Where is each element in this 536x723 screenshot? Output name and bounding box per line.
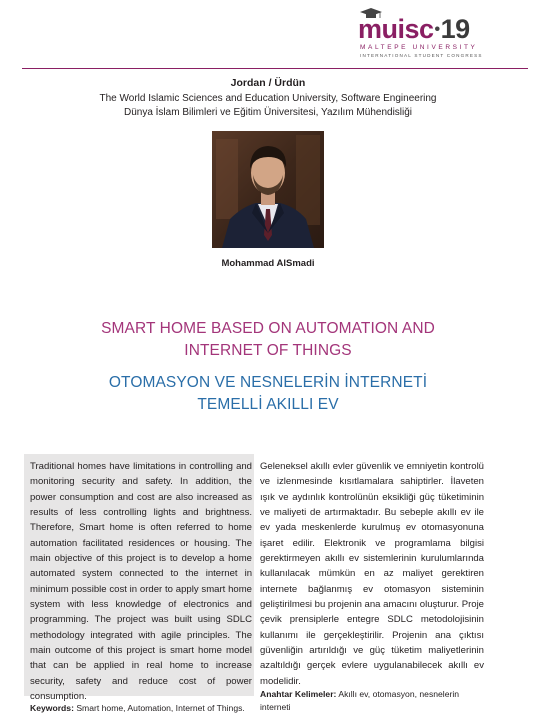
- author-photo: [212, 131, 324, 248]
- logo-brand: muisc: [358, 14, 434, 44]
- logo-dot: •: [434, 21, 440, 38]
- author-country: Jordan / Ürdün: [230, 77, 306, 89]
- keywords-tr-label: Anahtar Kelimeler:: [260, 689, 337, 699]
- logo-subtitle: MALTEPE UNIVERSITY: [360, 44, 478, 51]
- abstract-turkish: Geleneksel akıllı evler güvenlik ve emniyetin kontrolü ve izlenmesinde kısıtlamalara sahiptirler. İlaveten ışık ve aydınlık kontrolünün eksikliği güç tüketiminin ve maliyeti de artırmaktadır. Bu sebeple akıllı ev ile ev yada meskenlerde kurulmuş ev otomasyonuna işaret edilir. Elektronik ve programlama bilgisi gerektirmeyen akıllı ev sistemlerinin kurulumlarında kullanılacak mümkün en az maliyet gerektiren internete bağlanmış ev otomasyon sisteminin geliştirilmesi bu projenin ana amacını oluşturur. Proje çevik prensiplerle entegre SDLC metodolojisinin kullanımı ile gerçekleştirilir. Projenin ana çıktısı güvenliğin artırıldığı ve güç tüketim maliyetlerinin azaltıldığı gerçek evlere uygulanabilecek akıllı ev modelidir.: [260, 461, 484, 687]
- author-institution-tr: Dünya İslam Bilimleri ve Eğitim Üniversitesi, Yazılım Mühendisliği: [123, 107, 413, 118]
- title-en-line-1: SMART HOME BASED ON AUTOMATION AND: [101, 320, 435, 337]
- logo-number: 19: [440, 14, 470, 44]
- keywords-en-label: Keywords:: [30, 703, 74, 713]
- header-divider: [22, 68, 528, 69]
- keywords-en-list: Smart home, Automation, Internet of Things.: [76, 703, 245, 713]
- congress-logo: [356, 8, 528, 62]
- title-english: [0, 318, 536, 362]
- abstract-english: Traditional homes have limitations in controlling and monitoring security and safety. In addition, the power consumption and cost are also increased as results of less controlling lights and brightness. Therefore, Smart home is often referred to home automation facilitated residences or housing. The main objective of this project is to develop a home automated system connected to the internet in minimum possible cost in order to apply smart home system with less knowledge of electronics and programming. The project was built using SDLC methodology integrated with agile principles. The main outcome of this project is smart home model that can be applied in real home to increase security, safety and reduce cost of power consumption.: [30, 461, 252, 703]
- author-name: Mohammad AlSmadi: [221, 258, 315, 269]
- logo-subtitle-congress: INTERNATIONAL STUDENT CONGRESS: [360, 53, 483, 58]
- keywords-tr-list: Akıllı ev, otomasyon, nesnelerin interneti: [260, 689, 460, 712]
- keywords-english: [30, 703, 270, 713]
- keywords-turkish: [260, 688, 484, 714]
- title-tr-line-1: OTOMASYON VE NESNELERİN İNTERNETİ: [108, 374, 428, 391]
- title-turkish: [0, 372, 536, 416]
- title-tr-line-2: TEMELLİ AKILLI EV: [197, 396, 339, 413]
- author-institution-en: The World Islamic Sciences and Education University, Software Engineering: [99, 93, 437, 104]
- title-en-line-2: INTERNET OF THINGS: [184, 342, 352, 359]
